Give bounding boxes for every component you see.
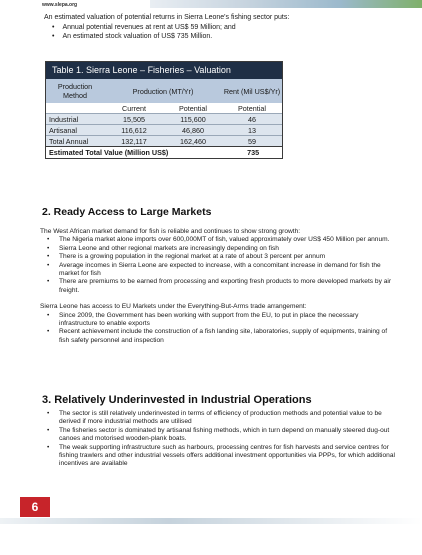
cell-rent: 59 bbox=[248, 136, 256, 146]
cell-current: 116,612 bbox=[121, 125, 147, 135]
cell-current: 132,117 bbox=[121, 136, 147, 146]
section-2-heading: 2. Ready Access to Large Markets bbox=[42, 206, 212, 218]
header-url-text: www.slepa.org bbox=[42, 2, 78, 8]
list-item: • There is a growing population in the regional market at a rate of about 3 percent per annum bbox=[59, 253, 398, 261]
cell-rent: 13 bbox=[248, 125, 256, 135]
list-item: • Sierra Leone and other regional markets are increasingly depending on fish bbox=[59, 245, 398, 253]
header-rent: Rent (Mil US$/Yr) bbox=[223, 86, 281, 96]
cell-potential: 162,460 bbox=[180, 136, 206, 146]
list-item: • Since 2009, the Government has been working with support from the EU, to put in place the necessary infrastructure to enable exports bbox=[59, 312, 398, 329]
cell-rent: 46 bbox=[248, 114, 256, 124]
row-label: Artisanal bbox=[49, 125, 77, 135]
valuation-table bbox=[45, 61, 283, 159]
table-row bbox=[46, 135, 282, 146]
cell-potential: 46,860 bbox=[182, 125, 204, 135]
table-total-row bbox=[46, 146, 282, 158]
table-row bbox=[46, 113, 282, 124]
list-item: • Recent achievement include the construction of a fish landing site, laboratories, supply of equipments, training of fish safety personnel and inspection bbox=[59, 328, 398, 345]
table-subheader-row bbox=[46, 103, 282, 113]
subheader-rent-potential: Potential bbox=[238, 103, 266, 113]
subheader-current: Current bbox=[122, 103, 146, 113]
section-3-heading: 3. Relatively Underinvested in Industrial Operations bbox=[42, 394, 312, 406]
intro-bullet: • An estimated stock valuation of US$ 735 Million. bbox=[62, 32, 384, 42]
intro-block bbox=[44, 13, 384, 42]
list-item: • There are premiums to be earned from processing and exporting fresh products to more developed markets by air freight. bbox=[59, 278, 398, 295]
section-2-bullets-1 bbox=[40, 236, 398, 295]
header-production-method: Production Method bbox=[57, 82, 93, 100]
footer-bar bbox=[0, 518, 422, 524]
header-production-mt: Production (MT/Yr) bbox=[132, 86, 194, 96]
subheader-potential: Potential bbox=[179, 103, 207, 113]
table-row bbox=[46, 124, 282, 135]
section-3-body bbox=[40, 410, 398, 469]
section-3-bullets bbox=[40, 410, 398, 469]
list-item: • The fisheries sector is dominated by artisanal fishing methods, which in turn depend on manually steered dug-out canoes and motorised wooden-plank boats. bbox=[59, 427, 398, 444]
row-label: Total Annual bbox=[49, 136, 89, 146]
top-banner-gradient bbox=[150, 0, 422, 8]
list-item: • The sector is still relatively underinvested in terms of efficiency of production methods and potential value to be derived if more industrial methods are utilised bbox=[59, 410, 398, 427]
intro-bullets bbox=[44, 23, 384, 42]
total-value: 735 bbox=[247, 148, 260, 157]
cell-potential: 115,600 bbox=[180, 114, 206, 124]
table-caption: Table 1. Sierra Leone – Fisheries – Valuation bbox=[46, 62, 282, 79]
row-label: Industrial bbox=[49, 114, 79, 124]
table-header-row bbox=[46, 79, 282, 103]
intro-text: An estimated valuation of potential returns in Sierra Leone's fishing sector puts: bbox=[44, 14, 290, 21]
page-number-badge: 6 bbox=[20, 497, 50, 517]
intro-bullet: • Annual potential revenues at rent at US$ 59 Million; and bbox=[62, 23, 384, 33]
list-item: • Average incomes in Sierra Leone are expected to increase, with a concomitant increase in demand for fish the market for fish bbox=[59, 262, 398, 279]
total-label: Estimated Total Value (Million US$) bbox=[49, 148, 169, 157]
section-2-para-2: Sierra Leone has access to EU Markets under the Everything-But-Arms trade arrangement: bbox=[40, 303, 307, 311]
list-item: • The Nigeria market alone imports over 600,000MT of fish, valued approximately over US$ 450 Million per annum. bbox=[59, 236, 398, 244]
section-2-body bbox=[40, 228, 398, 345]
list-item: • The weak supporting infrastructure such as harbours, processing centres for fish harvests and service centres for fishing trawlers and other industrial vessels offers additional investment opportunities via PPPs, for which additional incentives are available bbox=[59, 444, 398, 469]
section-2-para-1: The West African market demand for fish is reliable and continues to show strong growth: bbox=[40, 228, 301, 235]
cell-current: 15,505 bbox=[123, 114, 145, 124]
section-2-bullets-2 bbox=[40, 312, 398, 346]
header-url bbox=[42, 2, 77, 8]
